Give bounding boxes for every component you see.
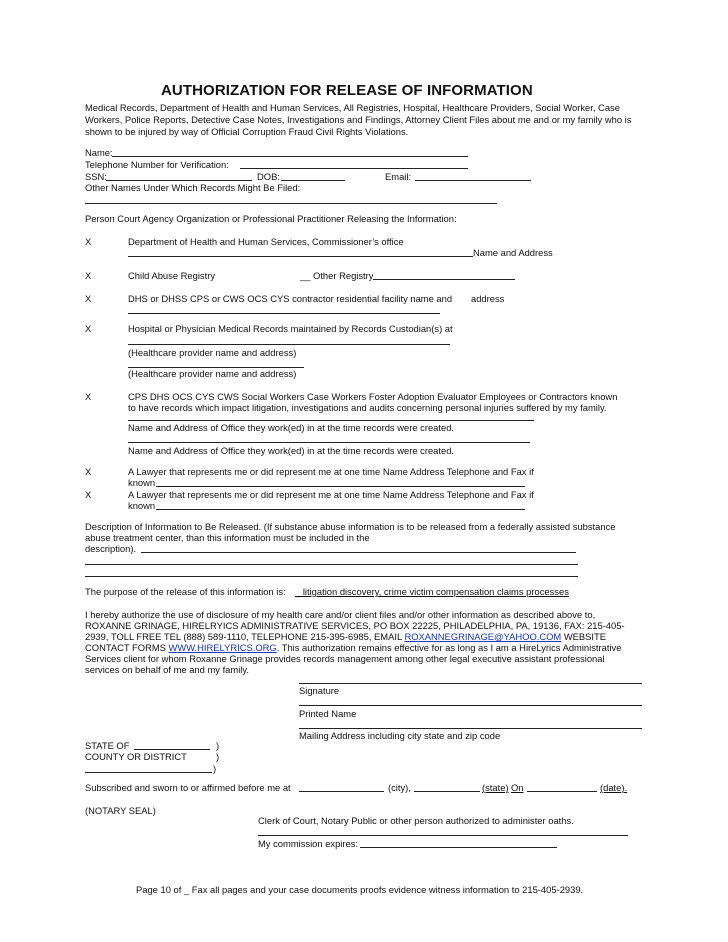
releasing-heading: Person Court Agency Organization or Professional Practitioner Releasing the Information: (85, 213, 457, 224)
purpose-value: _ litigation discovery, crime victim compensation claims processes (295, 586, 569, 597)
authorization-line-1: I hereby authorize the use of disclosure of my health care and/or client files and/or other information as described above to, (85, 609, 596, 620)
notary-seal: (NOTARY SEAL) (85, 805, 156, 816)
lawyer-2-field[interactable] (156, 509, 525, 510)
authorization-line-3-start: 2939, TOLL FREE TEL (888) 589-1110, TELEPHONE 215-395-6985, EMAIL (85, 631, 402, 642)
authorization-line-4-end: . This authorization remains effective for as long as I am a HireLyrics Administrative (276, 642, 622, 653)
email-label: Email: (385, 171, 412, 182)
dhhs-text: Department of Health and Human Services, Commissioner’s office (128, 236, 404, 247)
cps-line-1: CPS DHS OCS CYS CWS Social Workers Case Workers Foster Adoption Evaluator Employees or Contractors known (128, 391, 618, 402)
description-field-2[interactable] (85, 564, 578, 565)
signature-field[interactable] (299, 683, 642, 684)
county-label: COUNTY OR DISTRICT (85, 751, 187, 762)
on-label: On (511, 782, 524, 793)
dhs-field[interactable] (128, 313, 440, 314)
cps-sub-1: Name and Address of Office they work(ed) in at the time records were created. (128, 422, 455, 433)
lawyer-2-mark: X (85, 489, 92, 500)
printed-name-field[interactable] (299, 705, 642, 706)
dob-field[interactable] (281, 180, 345, 181)
description-field-3[interactable] (85, 576, 578, 577)
lawyer-2-line-1: A Lawyer that represents me or did represent me at one time Name Address Telephone and Fax if (128, 489, 534, 500)
commission-field[interactable] (360, 847, 557, 848)
other-registry-label: __ Other Registry (300, 270, 374, 281)
page-footer: Page 10 of _ Fax all pages and your case documents proofs evidence witness information to 215-405-2939. (136, 884, 584, 895)
phone-label: Telephone Number for Verification: (85, 159, 229, 170)
ssn-field[interactable] (106, 180, 252, 181)
hospital-mark: X (85, 323, 92, 334)
state-location-label: (state) (482, 782, 509, 793)
authorization-line-3-end: WEBSITE (563, 631, 607, 642)
state-location-field[interactable] (414, 791, 480, 792)
city-field[interactable] (299, 791, 384, 792)
lawyer-1-line-1: A Lawyer that represents me or did represent me at one time Name Address Telephone and Fax if (128, 466, 534, 477)
dhhs-field[interactable] (128, 256, 473, 257)
intro-paragraph: Medical Records, Department of Health and Human Services, All Registries, Hospital, Healthcare Providers, Social Worker, Case Workers, Police Reports, Detective Case Notes, Investigations and Findings, Attorney Client Files about me and or my family who is shown to be injured by way of Official Corruption Fraud Civil Rights Violations. (85, 102, 632, 137)
other-registry-field[interactable] (373, 279, 515, 280)
authorization-line-6: services on behalf of me and my family. (85, 664, 249, 675)
website-link[interactable]: WWW.HIRELYRICS.ORG (168, 642, 277, 653)
dob-label: DOB: (257, 171, 280, 182)
county-field[interactable] (85, 772, 212, 773)
child-abuse-text: Child Abuse Registry (128, 270, 216, 281)
printed-name-label: Printed Name (299, 708, 357, 719)
dhs-mark: X (85, 293, 92, 304)
city-label: (city), (388, 782, 411, 793)
dhhs-suffix: Name and Address (473, 247, 553, 258)
purpose-label: The purpose of the release of this information is: (85, 586, 286, 597)
signature-label: Signature (299, 685, 340, 696)
page-title: AUTHORIZATION FOR RELEASE OF INFORMATION (161, 82, 533, 99)
authorization-line-4-start: CONTACT FORMS (85, 642, 166, 653)
authorization-line-5: Services client for whom Roxanne Grinage provides records management among other legal executive assistant professional (85, 653, 605, 664)
name-field[interactable] (112, 156, 468, 157)
state-paren: ) (216, 740, 220, 751)
hospital-sub-2: (Healthcare provider name and address) (128, 368, 297, 379)
lawyer-1-field[interactable] (156, 486, 525, 487)
lawyer-2-line-2: known (128, 500, 156, 511)
state-field[interactable] (134, 749, 210, 750)
ssn-label: SSN: (85, 171, 107, 182)
other-names-field[interactable] (85, 203, 497, 204)
description-line-1: Description of Information to Be Released. (If substance abuse information is to be released from a federally assisted substance (85, 521, 616, 532)
authorization-line-2: ROXANNE GRINAGE, HIRELRYICS ADMINISTRATIVE SERVICES, PO BOX 22225, PHILADELPHIA, PA, 19136, FAX: 215-405- (85, 620, 625, 631)
mailing-address-label: Mailing Address including city state and zip code (299, 730, 501, 741)
hospital-sub-1: (Healthcare provider name and address) (128, 347, 297, 358)
cps-field-2[interactable] (128, 442, 530, 443)
mailing-address-field[interactable] (299, 728, 642, 729)
dhhs-mark: X (85, 236, 92, 247)
cps-sub-2: Name and Address of Office they work(ed) in at the time records were created. (128, 445, 455, 456)
other-names-label: Other Names Under Which Records Might Be Filed: (85, 182, 301, 193)
name-label: Name: (85, 147, 113, 158)
phone-field[interactable] (240, 168, 468, 169)
cps-field-1[interactable] (128, 420, 534, 421)
hospital-text: Hospital or Physician Medical Records maintained by Records Custodian(s) at (128, 323, 453, 334)
description-field-1[interactable] (141, 552, 576, 553)
county-line-paren: ) (213, 763, 217, 774)
clerk-field[interactable] (258, 835, 628, 836)
county-paren: ) (216, 751, 220, 762)
state-label: STATE OF (85, 740, 130, 751)
email-field[interactable] (415, 180, 531, 181)
child-abuse-mark: X (85, 270, 92, 281)
lawyer-1-mark: X (85, 466, 92, 477)
sworn-label: Subscribed and sworn to or affirmed before me at (85, 782, 291, 793)
cps-mark: X (85, 391, 92, 402)
email-link[interactable]: ROXANNEGRINAGE@YAHOO.COM (404, 631, 562, 642)
date-label: (date). (600, 782, 628, 793)
dhs-text: DHS or DHSS CPS or CWS OCS CYS contractor residential facility name and (128, 293, 453, 304)
dhs-suffix: address (471, 293, 505, 304)
lawyer-1-line-2: known (128, 477, 156, 488)
clerk-label: Clerk of Court, Notary Public or other person authorized to administer oaths. (258, 815, 574, 826)
description-line-3: description). (85, 543, 137, 554)
description-line-2: abuse treatment center, than this information must be included in the (85, 532, 370, 543)
cps-line-2: to have records which impact litigation, investigations and audits concerning personal injuries suffered by my family. (128, 402, 607, 413)
commission-label: My commission expires: (258, 838, 359, 849)
hospital-field-1[interactable] (128, 344, 450, 345)
date-field[interactable] (527, 791, 597, 792)
